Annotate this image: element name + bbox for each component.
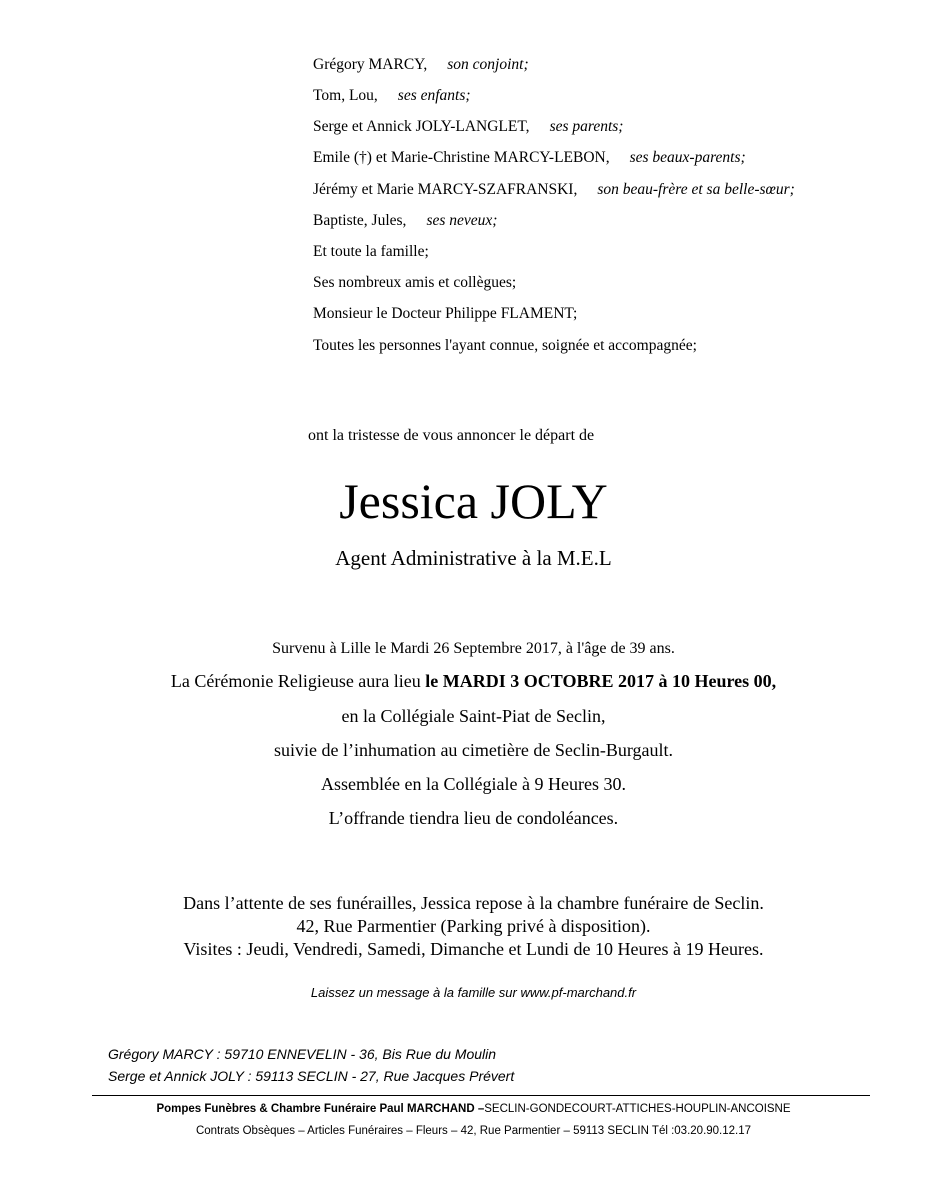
family-names: Serge et Annick JOLY-LANGLET, bbox=[313, 118, 530, 135]
family-names: Baptiste, Jules, bbox=[313, 212, 407, 229]
family-names: Emile (†) et Marie-Christine MARCY-LEBON, bbox=[313, 149, 610, 166]
death-line: Survenu à Lille le Mardi 26 Septembre 2017, à l'âge de 39 ans. bbox=[272, 640, 675, 657]
family-names: Et toute la famille; bbox=[313, 243, 429, 260]
contact-line: Serge et Annick JOLY : 59113 SECLIN - 27, Rue Jacques Prévert bbox=[108, 1068, 515, 1084]
ceremony-prefix: La Cérémonie Religieuse aura lieu bbox=[170, 671, 426, 691]
ceremony-date: le MARDI 3 OCTOBRE 2017 à 10 Heures 00, bbox=[425, 671, 777, 691]
assembly-line: Assemblée en la Collégiale à 9 Heures 30. bbox=[321, 774, 626, 794]
family-role: ses neveux; bbox=[426, 212, 498, 229]
visits-line-1: Dans l’attente de ses funérailles, Jessica repose à la chambre funéraire de Seclin. bbox=[183, 893, 764, 913]
services-line: Contrats Obsèques – Articles Funéraires – Fleurs – 42, Rue Parmentier – 59113 SECLIN Tél :03.20.90.12.17 bbox=[195, 1125, 752, 1137]
family-line bbox=[313, 337, 697, 355]
family-names: Jérémy et Marie MARCY-SZAFRANSKI, bbox=[313, 181, 578, 198]
company-locations: SECLIN-GONDECOURT-ATTICHES-HOUPLIN-ANCOISNE bbox=[484, 1103, 791, 1115]
family-line bbox=[313, 118, 623, 136]
offering-line: L’offrande tiendra lieu de condoléances. bbox=[328, 808, 619, 828]
family-role: ses beaux-parents; bbox=[629, 149, 746, 166]
family-role: ses enfants; bbox=[397, 87, 471, 104]
family-line bbox=[313, 212, 497, 230]
family-names: Grégory MARCY, bbox=[313, 56, 428, 73]
family-role: son conjoint; bbox=[447, 56, 529, 73]
company-line bbox=[0, 1103, 947, 1115]
family-line bbox=[313, 243, 429, 261]
family-names: Ses nombreux amis et collègues; bbox=[313, 274, 517, 291]
ceremony-location: en la Collégiale Saint-Piat de Seclin, bbox=[341, 706, 606, 726]
deceased-title: Agent Administrative à la M.E.L bbox=[335, 546, 612, 570]
visits-line-2: 42, Rue Parmentier (Parking privé à disposition). bbox=[296, 916, 651, 936]
announcement: ont la tristesse de vous annoncer le départ de bbox=[308, 427, 595, 444]
deceased-name: Jessica JOLY bbox=[339, 473, 608, 529]
family-role: son beau-frère et sa belle-sœur; bbox=[597, 181, 795, 198]
family-line bbox=[313, 149, 746, 167]
family-line bbox=[313, 274, 516, 292]
divider bbox=[92, 1095, 870, 1096]
message-link[interactable]: Laissez un message à la famille sur www.pf-marchand.fr bbox=[310, 985, 637, 1000]
family-line bbox=[313, 181, 795, 199]
ceremony-line bbox=[0, 671, 947, 692]
family-line bbox=[313, 305, 577, 323]
burial-line: suivie de l’inhumation au cimetière de Seclin-Burgault. bbox=[273, 740, 674, 760]
family-names: Tom, Lou, bbox=[313, 87, 378, 104]
family-names: Toutes les personnes l'ayant connue, soignée et accompagnée; bbox=[313, 337, 697, 354]
visits-line-3: Visites : Jeudi, Vendredi, Samedi, Dimanche et Lundi de 10 Heures à 19 Heures. bbox=[183, 939, 764, 959]
family-line bbox=[313, 87, 471, 105]
family-role: ses parents; bbox=[549, 118, 624, 135]
contact-line: Grégory MARCY : 59710 ENNEVELIN - 36, Bis Rue du Moulin bbox=[108, 1046, 497, 1062]
family-line bbox=[313, 56, 529, 74]
company-name: Pompes Funèbres & Chambre Funéraire Paul MARCHAND – bbox=[156, 1103, 485, 1115]
family-names: Monsieur le Docteur Philippe FLAMENT; bbox=[313, 305, 578, 322]
